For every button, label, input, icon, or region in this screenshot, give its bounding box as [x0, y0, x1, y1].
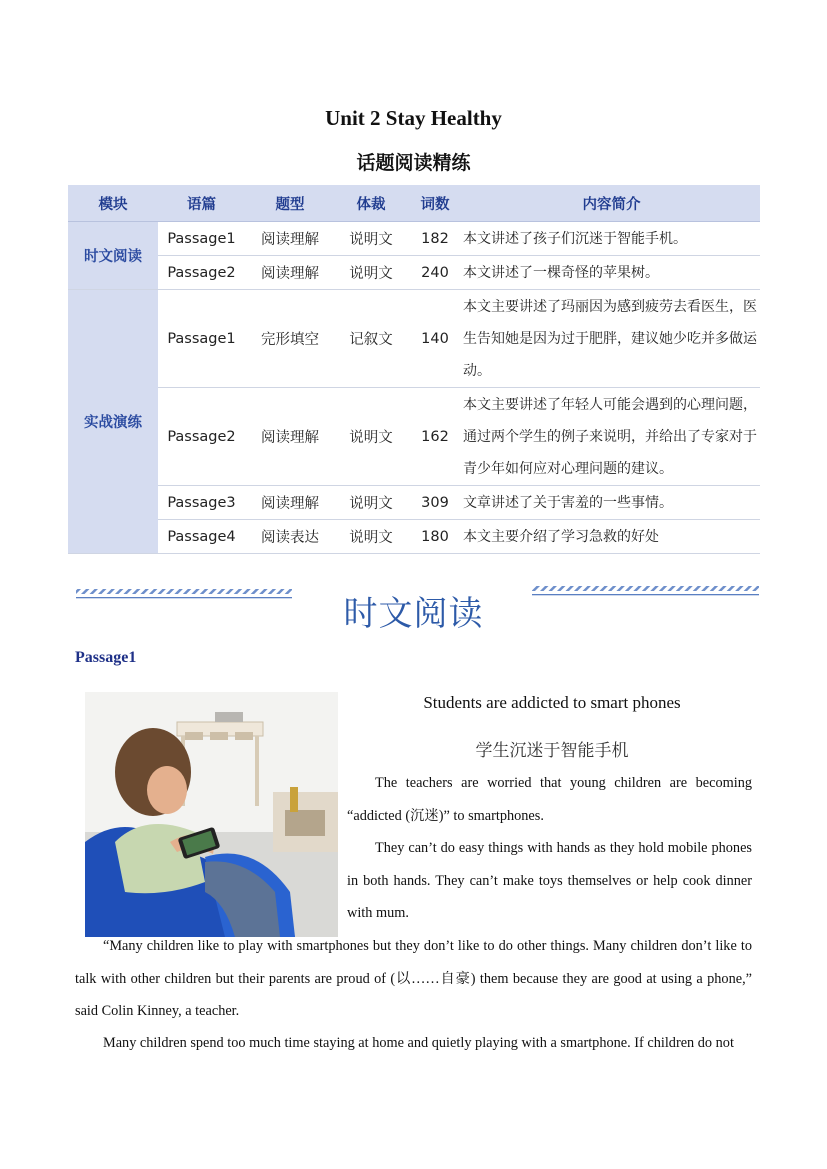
table-row: [68, 486, 760, 520]
cell-genre: 说明文: [335, 486, 407, 520]
cell-genre: 说明文: [335, 388, 407, 486]
cell-words: 240: [407, 256, 463, 290]
cell-genre: 说明文: [335, 222, 407, 256]
group-label: 时文阅读: [68, 222, 158, 290]
document-title: Unit 2 Stay Healthy: [325, 106, 502, 130]
group-label: 实战演练: [68, 290, 158, 554]
table-header-row: [68, 185, 760, 222]
cell-genre: 说明文: [335, 520, 407, 554]
cell-type: 阅读表达: [245, 520, 335, 554]
cell-type: 阅读理解: [245, 486, 335, 520]
cell-passage: Passage3: [158, 486, 245, 520]
section-banner-title: 时文阅读: [343, 594, 484, 634]
cell-genre: 记叙文: [335, 290, 407, 388]
table-row: [68, 290, 760, 388]
article-paragraph: The teachers are worried that young children are becoming “addicted (沉迷)” to smartphones.: [347, 775, 752, 824]
boy-playing-phone-photo-icon: [85, 692, 338, 937]
cell-words: 309: [407, 486, 463, 520]
cell-type: 阅读理解: [245, 256, 335, 290]
cell-type: 阅读理解: [245, 388, 335, 486]
article-paragraph: Many children spend too much time staying at home and quietly playing with a smartphone. If children do not: [103, 1035, 734, 1051]
table-row: [68, 520, 760, 554]
header-passage: 语篇: [158, 185, 245, 222]
cell-summary: 本文主要讲述了年轻人可能会遇到的心理问题，通过两个学生的例子来说明，并给出了专家对于青少年如何应对心理问题的建议。: [463, 388, 760, 486]
overview-table: [68, 185, 760, 554]
passage-label: Passage1: [75, 649, 137, 666]
cell-summary: 本文讲述了一棵奇怪的苹果树。: [463, 256, 760, 290]
table-row: [68, 222, 760, 256]
cell-summary: 文章讲述了关于害羞的一些事情。: [463, 486, 760, 520]
article-subtitle: 学生沉迷于智能手机: [475, 741, 629, 761]
article-title: Students are addicted to smart phones: [423, 693, 681, 712]
cell-words: 182: [407, 222, 463, 256]
header-module: 模块: [68, 185, 158, 222]
article-paragraph: They can’t do easy things with hands as they hold mobile phones in both hands. They can’t make toys themselves or help cook dinner with mum.: [347, 840, 752, 922]
table-row: [68, 256, 760, 290]
cell-passage: Passage4: [158, 520, 245, 554]
header-summary: 内容简介: [463, 185, 760, 222]
cell-passage: Passage2: [158, 256, 245, 290]
cell-words: 180: [407, 520, 463, 554]
cell-summary: 本文讲述了孩子们沉迷于智能手机。: [463, 222, 760, 256]
cell-words: 162: [407, 388, 463, 486]
cell-words: 140: [407, 290, 463, 388]
cell-passage: Passage2: [158, 388, 245, 486]
document-subtitle: 话题阅读精练: [356, 152, 471, 174]
cell-passage: Passage1: [158, 222, 245, 256]
header-genre: 体裁: [335, 185, 407, 222]
header-question-type: 题型: [245, 185, 335, 222]
article-paragraph: “Many children like to play with smartphones but they don’t like to do other things. Many children don’t like to talk with other children but their parents are proud of (以……自豪) them because they are good at using a phone,” said Colin Kinney, a teacher.: [75, 938, 752, 1020]
cell-type: 阅读理解: [245, 222, 335, 256]
cell-passage: Passage1: [158, 290, 245, 388]
header-word-count: 词数: [407, 185, 463, 222]
cell-summary: 本文主要介绍了学习急救的好处: [463, 520, 760, 554]
cell-type: 完形填空: [245, 290, 335, 388]
table-row: [68, 388, 760, 486]
cell-genre: 说明文: [335, 256, 407, 290]
cell-summary: 本文主要讲述了玛丽因为感到疲劳去看医生，医生告知她是因为过于肥胖，建议她少吃并多做运动。: [463, 290, 760, 388]
